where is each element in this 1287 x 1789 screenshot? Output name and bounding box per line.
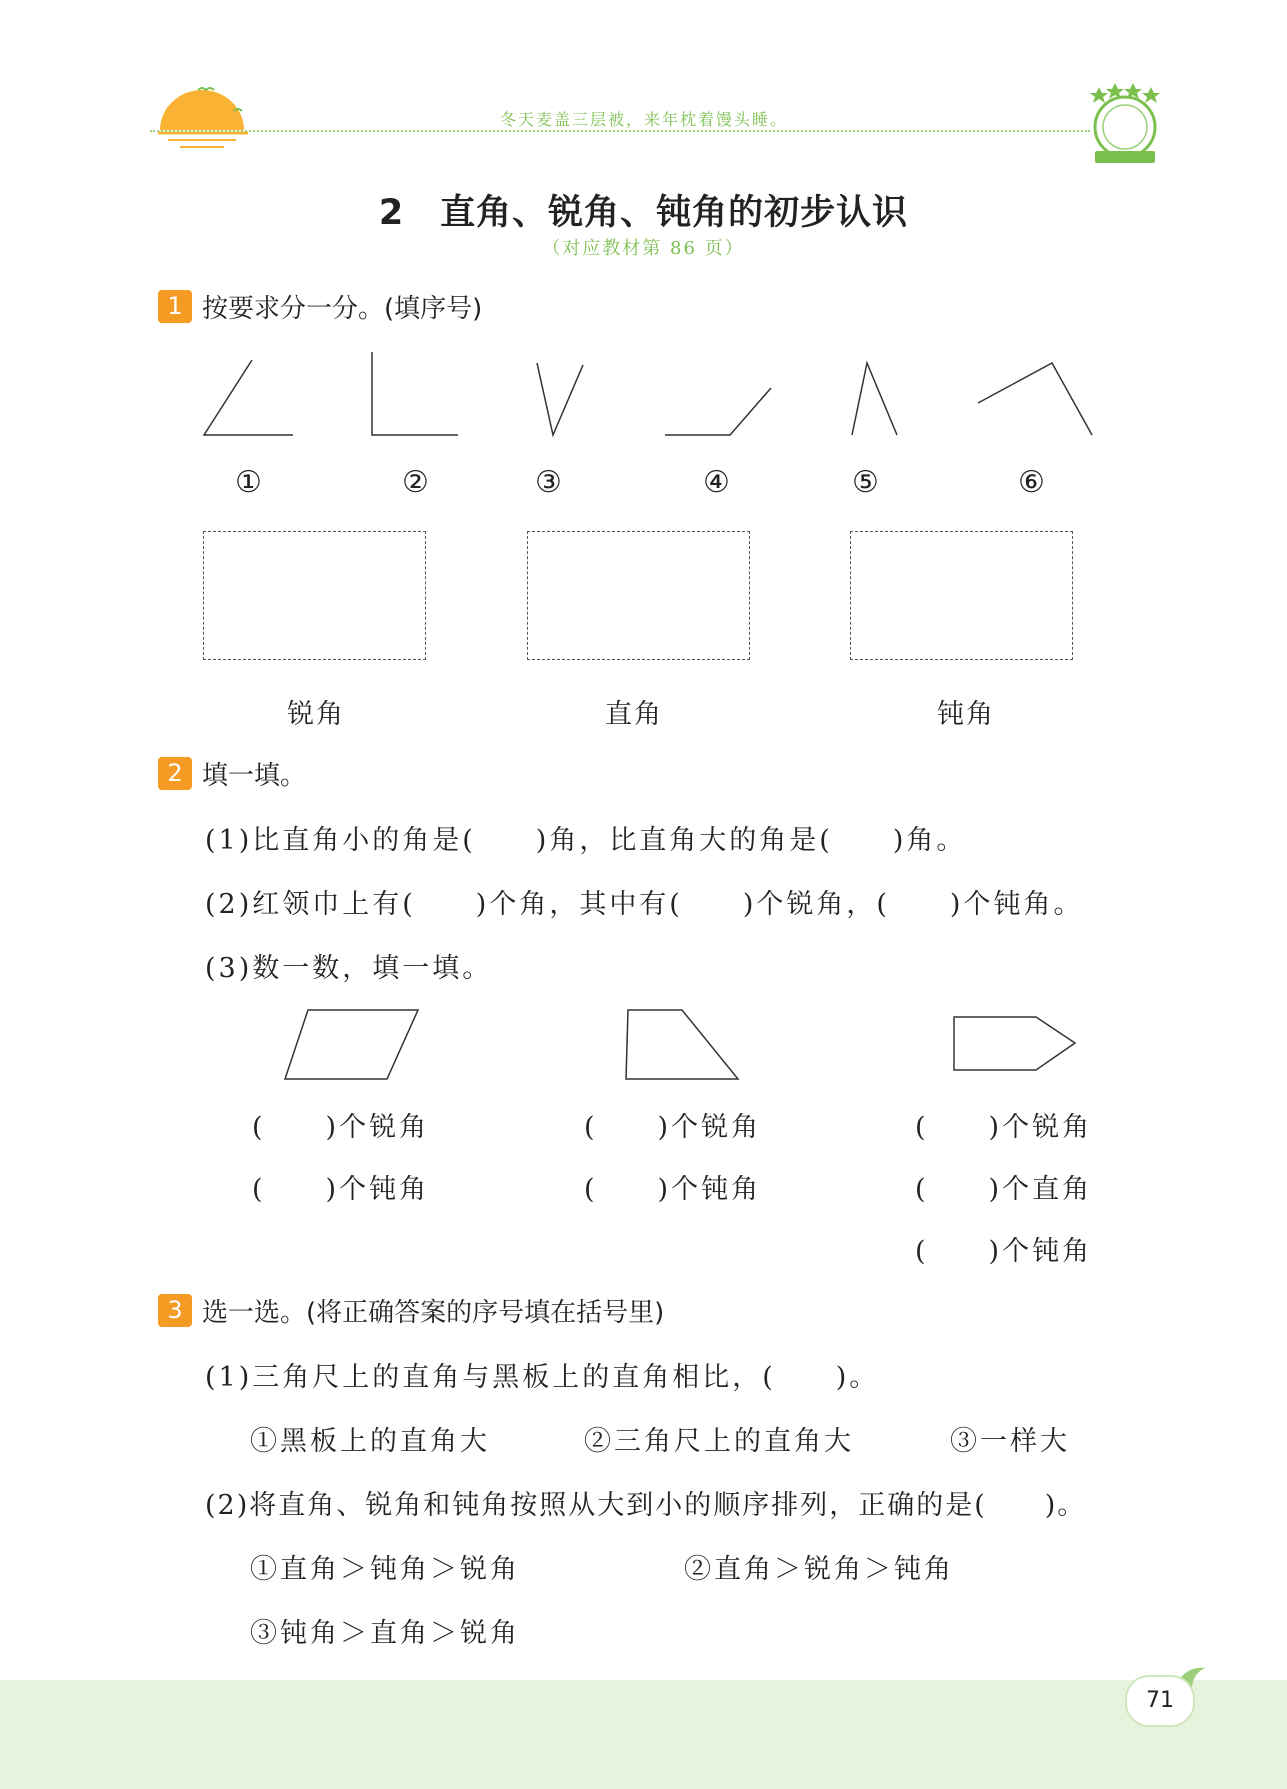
angle-label-4: ④ [703,465,730,500]
answer-box-obtuse[interactable] [850,531,1073,660]
section-1-heading [158,288,482,325]
pentagon-acute-count: ( )个锐角 [915,1112,1093,1143]
header-motto: 冬天麦盖三层被，来年枕着馒头睡。 [500,110,789,129]
angle-label-3: ③ [535,465,562,500]
trapezoid-shape [626,1010,738,1079]
angle-2 [372,352,458,435]
answer-box-acute[interactable] [203,531,426,660]
choose-question-1: (1)三角尺上的直角与黑板上的直角相比，( )。 [205,1362,880,1393]
trapezoid-acute-count: ( )个锐角 [584,1112,762,1143]
sunset-icon [150,78,260,153]
box-label-acute: 锐角 [287,699,345,730]
box-label-obtuse: 钝角 [937,699,995,730]
shape-figures [270,1000,1090,1090]
choose-2-option-2: ②直角＞锐角＞钝角 [684,1554,954,1585]
angle-label-5: ⑤ [852,465,879,500]
choose-2-option-1: ①直角＞钝角＞锐角 [250,1554,520,1585]
angle-3 [537,363,583,435]
choose-1-option-1: ①黑板上的直角大 [250,1426,490,1457]
trapezoid-obtuse-count: ( )个钝角 [584,1174,762,1205]
angle-label-6: ⑥ [1018,465,1045,500]
angle-figures [190,345,1110,445]
page-number: 71 [1125,1675,1195,1727]
parallelogram-shape [285,1010,418,1079]
section-number-badge: 1 [158,290,192,323]
angle-label-1: ① [235,465,262,500]
pentagon-right-count: ( )个直角 [915,1174,1093,1205]
answer-box-right[interactable] [527,531,750,660]
section-2-heading [158,755,306,792]
parallelogram-obtuse-count: ( )个钝角 [252,1174,430,1205]
header-divider [150,130,1090,132]
parallelogram-acute-count: ( )个锐角 [252,1112,430,1143]
page-subtitle: （对应教材第 86 页） [542,238,745,259]
fill-question-2: (2)红领巾上有( )个角，其中有( )个锐角，( )个钝角。 [205,889,1084,920]
pentagon-shape [954,1017,1075,1070]
choose-2-option-3: ③钝角＞直角＞锐角 [250,1618,520,1649]
choose-1-option-3: ③一样大 [950,1426,1070,1457]
choose-question-2: (2)将直角、锐角和钝角按照从大到小的顺序排列，正确的是( )。 [205,1490,1087,1521]
angle-5 [852,363,897,435]
section-number-badge: 3 [158,1294,192,1327]
angle-4 [665,388,771,435]
section-title: 选一选。(将正确答案的序号填在括号里) [202,1298,665,1328]
section-title: 填一填。 [202,761,307,791]
choose-1-option-2: ②三角尺上的直角大 [584,1426,854,1457]
footer-band [0,1680,1287,1789]
angle-6 [978,363,1092,435]
page-title: 2 直角、锐角、钝角的初步认识 [378,193,909,233]
angle-label-2: ② [402,465,429,500]
section-title: 按要求分一分。(填序号) [202,294,483,324]
section-number-badge: 2 [158,757,192,790]
box-label-right: 直角 [605,699,663,730]
section-3-heading [158,1292,664,1329]
pentagon-obtuse-count: ( )个钝角 [915,1236,1093,1267]
angle-1 [204,360,293,435]
fill-question-1: (1)比直角小的角是( )角，比直角大的角是( )角。 [205,825,967,856]
fill-question-3: (3)数一数，填一填。 [205,953,493,984]
brand-logo-icon [1085,75,1165,165]
